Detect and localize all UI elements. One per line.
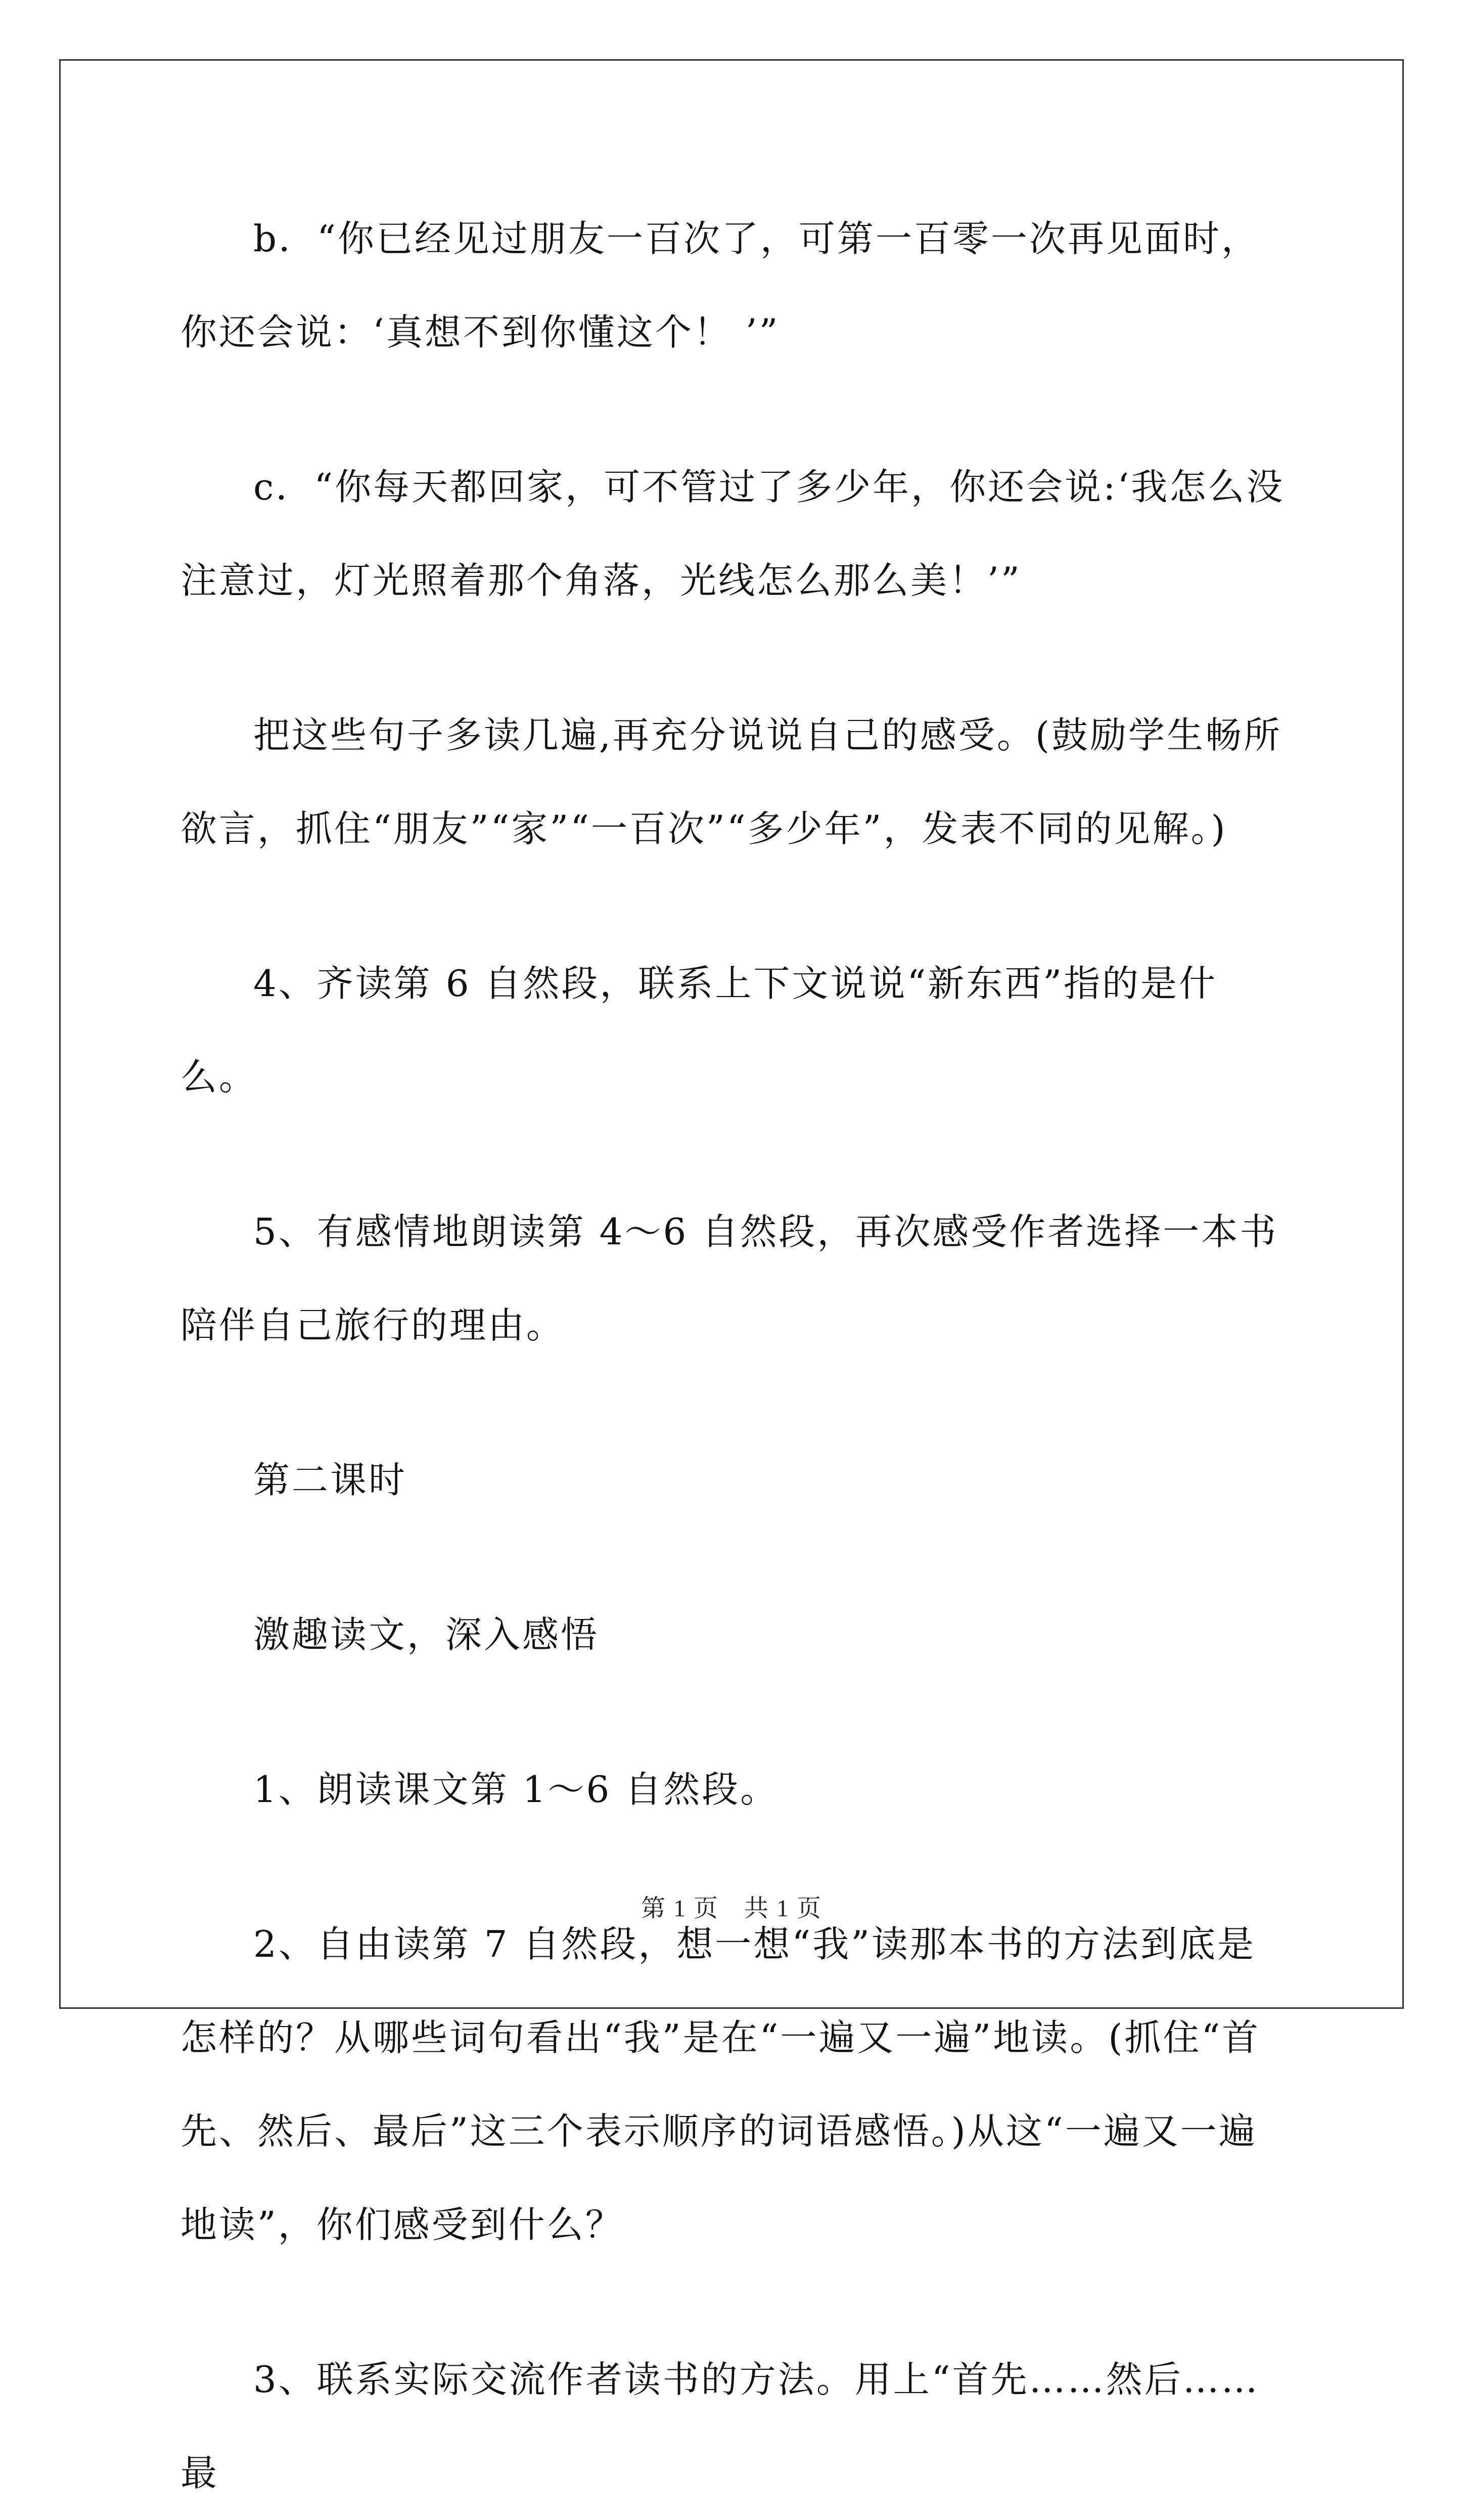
section-subheading: 激趣读文，深入感悟: [253, 1613, 600, 1656]
paragraph-c-quote: c．“你每天都回家，可不管过了多少年，你还会说:‘我怎么没注意过，灯光照着那个角落，光线怎么那么美！’”: [180, 466, 1285, 602]
paragraph-b-quote: b．“你已经见过朋友一百次了，可第一百零一次再见面时，你还会说：‘真想不到你懂这个！ ’”: [180, 217, 1260, 353]
paragraph-lesson2-step-1: 1、朗读课文第 1～6 自然段。: [253, 1768, 779, 1811]
paragraph-read-aloud: 把这些句子多读几遍,再充分说说自己的感受。(鼓励学生畅所欲言，抓住“朋友”“家”“一百次”“多少年”，发表不同的见解。): [180, 714, 1282, 850]
paragraph-step-5: 5、有感情地朗读第 4～6 自然段，再次感受作者选择一本书陪伴自己旅行的理由。: [180, 1210, 1278, 1346]
page-number-footer: 第 1 页 共 1 页: [641, 1895, 822, 1922]
paragraph-lesson2-step-2: 2、自由读第 7 自然段，想一想“我”读那本书的方法到底是怎样的？从哪些词句看出“我”是在“一遍又一遍”地读。(抓住“首先、然后、最后”这三个表示顺序的词语感悟。)从这“一遍又一遍地读”，你们感受到什么？: [180, 1923, 1261, 2246]
paragraph-step-4: 4、齐读第 6 自然段，联系上下文说说“新东西”指的是什么。: [180, 962, 1218, 1098]
document-body: [180, 192, 1285, 2520]
paragraph-lesson2-step-3: 3、联系实际交流作者读书的方法。用上“首先……然后……最: [180, 2358, 1260, 2494]
section-heading-second-lesson: 第二课时: [253, 1459, 407, 1501]
